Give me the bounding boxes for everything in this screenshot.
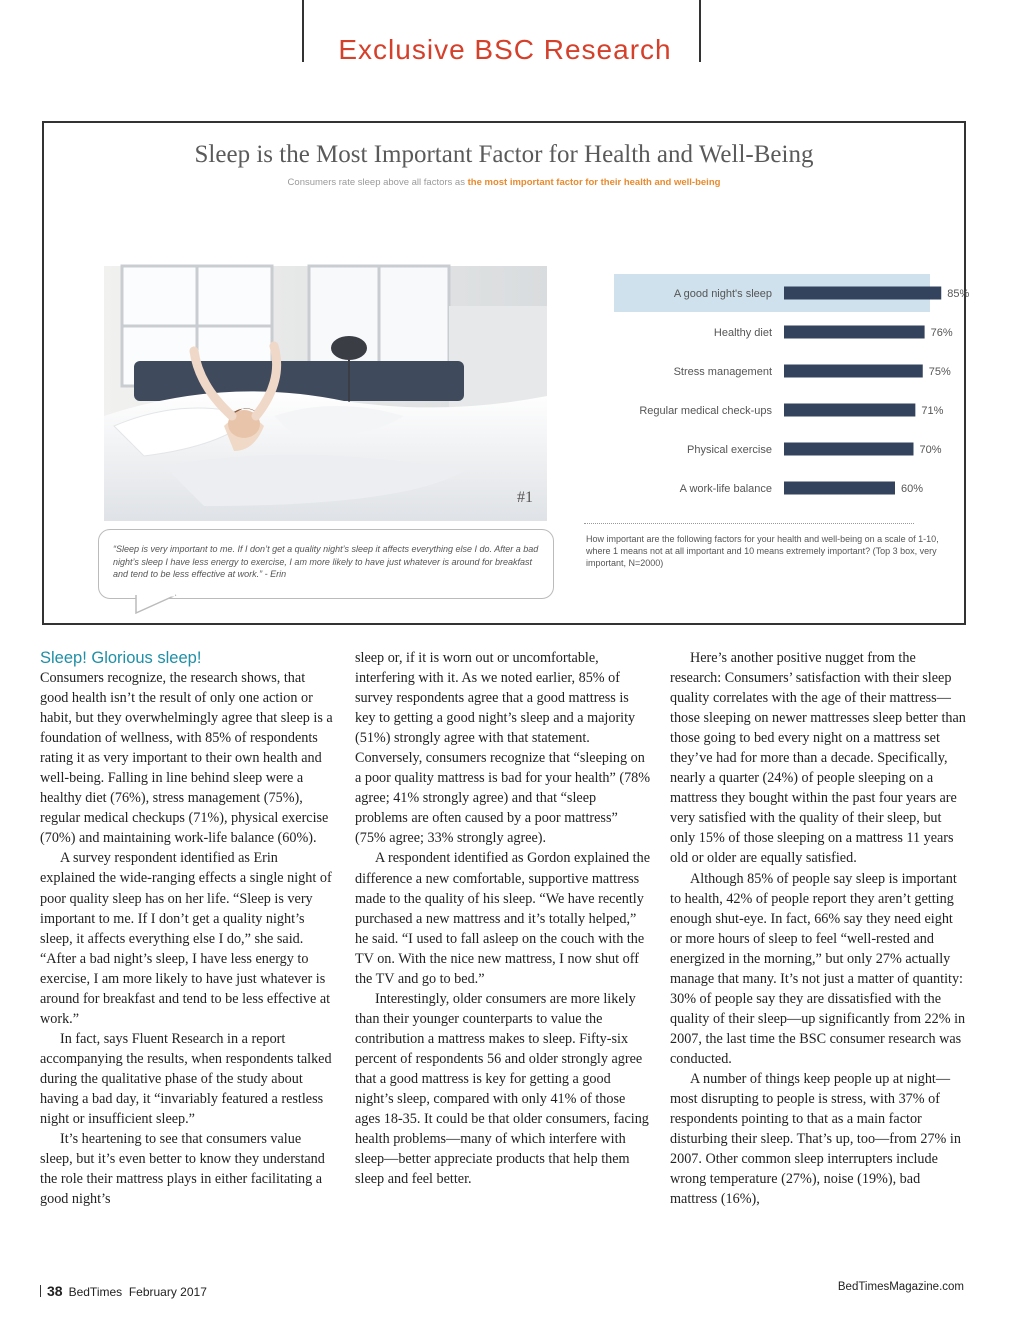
section-title: Exclusive BSC Research (338, 34, 672, 65)
chart-category-label: A work-life balance (679, 483, 772, 495)
article-column-3 (670, 648, 966, 1209)
chart-bar (784, 326, 925, 339)
chart-category-label: Physical exercise (687, 444, 772, 456)
article-heading: Sleep! Glorious sleep! (40, 649, 202, 667)
chart-category-label: Regular medical check-ups (639, 405, 772, 417)
chart-value-label: 60% (901, 483, 924, 495)
quote-bubble (98, 529, 554, 599)
article-column-2 (355, 648, 651, 1189)
footer-rule (40, 1285, 41, 1297)
paragraph: Consumers recognize, the research shows, that good health isn’t the result of only one action or habit, but they overwhelmingly agree that sleep is a foundation of wellness, with 85% of respondents rating it as very important to their own health and well-being. Falling in line behind sleep were a healthy diet (76%), stress management (75%), regular medical checkups (71%), physical exercise (70%) and maintaining work-life balance (60%). (40, 670, 333, 847)
bedroom-photo (104, 266, 547, 521)
photo-badge: #1 (517, 489, 533, 506)
publication-name: BedTimes (68, 1285, 123, 1299)
chart-note: How important are the following factors for your health and well-being on a scale of 1-10, where 1 means not at all important and 10 means extremely important? (Top 3 box, very important, N=2000) (586, 534, 939, 568)
paragraph: In fact, says Fluent Research in a report accompanying the results, when respondents talked during the qualitative phase of the study about having a bad day, it “invariably featured a restless night or insufficient sleep.” (40, 1030, 332, 1128)
paragraph: It’s heartening to see that consumers value sleep, but it’s even better to know they understand the role their mattress plays in either facilitating a good night’s (40, 1131, 325, 1208)
figure-subtitle-plain: Consumers rate sleep above all factors as (287, 177, 468, 188)
woman-stretching-in-bed-illustration (104, 266, 547, 521)
article-column-1 (40, 648, 336, 1209)
figure-title: Sleep is the Most Important Factor for Health and Well-Being (194, 141, 814, 168)
paragraph: Although 85% of people say sleep is important to health, 42% of people report they aren’t getting enough shut-eye. In fact, 66% say they need eight or more hours of sleep to feel “well-rested and energized in the morning,” but only 27% actually manage that many. It’s not just a matter of quantity: 30% of people say they are dissatisfied with the quality of their sleep—up significantly from 22% in 2007, the last time the BSC consumer research was conducted. (670, 870, 966, 1067)
footer-page-info (40, 1283, 207, 1299)
research-figure (42, 121, 970, 625)
chart-value-label: 85% (947, 288, 970, 300)
chart-value-label: 76% (930, 327, 953, 339)
paragraph: Interestingly, older consumers are more likely than their younger counterparts to value the contribution a mattress makes to sleep. Fifty-six percent of respondents 56 and older strongly agree that a good mattress is key for getting a good night’s sleep, compared with only 41% of those ages 18-35. It could be that older consumers, facing health problems—many of which interfere with sleep—better appreciate products that help them sleep and feel better. (355, 990, 649, 1188)
paragraph: sleep or, if it is worn out or uncomfortable, interfering with it. As we noted earlier, 85% of survey respondents agree that a good mattress is key to getting a good night’s sleep and a majority (51%) strongly agree with that statement. Conversely, consumers recognize that “sleeping on a poor quality mattress is bad for your health” (78% agree; 41% strongly agree) and that “sleep problems are often caused by a poor mattress” (75% agree; 33% strongly agree). (355, 650, 651, 847)
page-number: 38 (47, 1283, 63, 1299)
issue-date: February 2017 (128, 1285, 207, 1299)
importance-bar-chart (572, 273, 970, 503)
chart-bar (784, 287, 941, 300)
chart-bar (784, 404, 915, 417)
paragraph: A number of things keep people up at night—most disrupting to people is stress, with 37% of respondents pointing to that as a main factor disturbing their sleep. That’s up, too—from 27% in 2007. Other common sleep interrupters include wrong temperature (27%), noise (19%), bad mattress (16%), (670, 1070, 961, 1208)
chart-category-label: Healthy diet (713, 327, 772, 339)
chart-value-label: 71% (921, 405, 944, 417)
chart-category-label: A good night's sleep (673, 288, 772, 300)
chart-category-label: Stress management (673, 366, 772, 378)
chart-value-label: 75% (928, 366, 951, 378)
quote-bubble-tail (136, 595, 196, 613)
chart-bar (784, 365, 923, 378)
chart-divider (584, 523, 914, 524)
figure-subtitle-highlight: the most important factor for their health and well-being (467, 177, 721, 188)
paragraph: A respondent identified as Gordon explained the difference a new comfortable, supportive mattress made to the quality of his sleep. “We have recently purchased a new mattress and it’s totally helped,” he said. “I used to fall asleep on the couch with the TV on. With the nice new mattress, I now shut off the TV and go to bed.” (355, 850, 651, 987)
chart-bar (784, 482, 895, 495)
website-link[interactable]: BedTimesMagazine.com (837, 1281, 964, 1293)
figure-subtitle (44, 177, 964, 188)
chart-bar (784, 443, 914, 456)
paragraph: A survey respondent identified as Erin explained the wide-ranging effects a single night of poor quality sleep has on her life. “Sleep is very important to me. If I don’t get a quality night’s sleep, it affects everything else I do,” she said. “After a bad night’s sleep, I have less energy to exercise, I am more likely to have just whatever is around for breakfast and tend to be less effective at work.” (40, 850, 332, 1027)
paragraph: Here’s another positive nugget from the research: Consumers’ satisfaction with their sleep quality correlates with the age of their mattress—those sleeping on newer mattresses sleep better than those going to bed every night on a mattress set they’ve had for more than a decade. Specifically, nearly a quarter (24%) of people sleeping on a mattress they bought within the past four years are very satisfied with the quality of their sleep, but only 15% of those sleeping on a mattress 11 years old or older are equally satisfied. (670, 650, 966, 867)
quote-text: “Sleep is very important to me. If I don’t get a quality night’s sleep it affects everything else I do. After a bad night’s sleep I have less energy to exercise, I am more likely to have just whatever is around for breakfast and tend to be less effective at work.” - Erin (113, 544, 539, 579)
chart-value-label: 70% (919, 444, 942, 456)
